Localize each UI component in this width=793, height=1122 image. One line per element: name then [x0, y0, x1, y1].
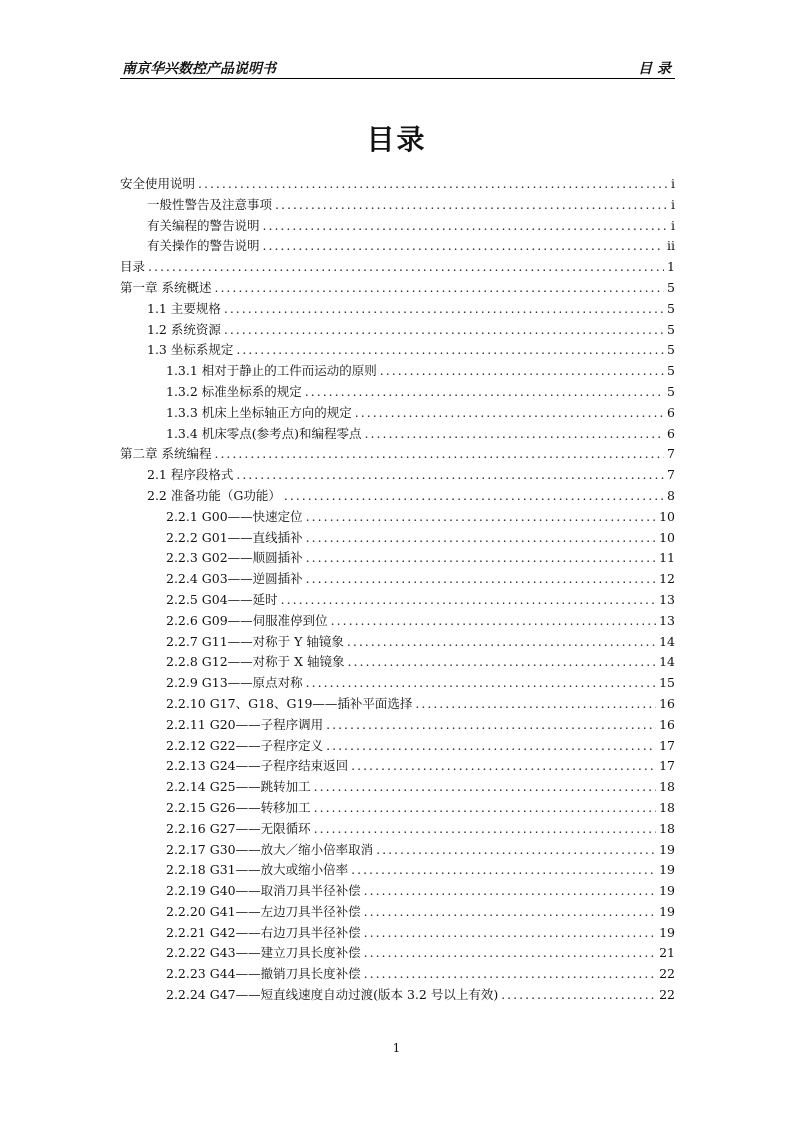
toc-entry-page: 19: [659, 841, 675, 857]
toc-entry[interactable]: [120, 257, 675, 278]
dot-leader: [376, 842, 656, 857]
toc-entry-label: 2.2 准备功能（G功能）: [147, 487, 281, 503]
dot-leader: [281, 592, 656, 607]
dot-leader: [198, 176, 668, 191]
toc-entry-page: 15: [659, 675, 675, 691]
dot-leader: [415, 696, 656, 711]
dot-leader: [305, 384, 664, 399]
dot-leader: [284, 488, 664, 503]
toc-entry-label: 2.2.10 G17、G18、G19——插补平面选择: [166, 695, 413, 711]
toc-entry-label: 2.2.12 G22——子程序定义: [166, 737, 324, 753]
dot-leader: [364, 945, 656, 960]
header-title: 南京华兴数控产品说明书: [122, 61, 276, 77]
dot-leader: [347, 634, 656, 649]
running-header: [120, 58, 675, 80]
toc-entry-page: 6: [667, 425, 675, 441]
dot-leader: [236, 467, 664, 482]
toc-entry-page: 5: [667, 383, 675, 399]
toc-entry[interactable]: [120, 632, 675, 653]
toc-entry-label: 2.2.1 G00——快速定位: [166, 508, 303, 524]
dot-leader: [364, 904, 656, 919]
toc-entry-page: 18: [659, 799, 675, 815]
toc-entry[interactable]: [120, 486, 675, 507]
toc-entry[interactable]: [120, 236, 675, 257]
toc-entry[interactable]: [120, 403, 675, 424]
toc-entry[interactable]: [120, 444, 675, 465]
toc-entry-page: 1: [667, 259, 675, 275]
header-section: 目 录: [638, 61, 671, 77]
dot-leader: [314, 821, 656, 836]
dot-leader: [351, 862, 656, 877]
toc-entry-page: 7: [667, 446, 675, 462]
toc-entry-label: 2.2.23 G44——撤销刀具长度补偿: [166, 966, 361, 982]
dot-leader: [263, 218, 668, 233]
toc-entry[interactable]: [120, 902, 675, 923]
toc-entry-page: 18: [659, 779, 675, 795]
dot-leader: [380, 363, 664, 378]
toc-entry-label: 有关编程的警告说明: [147, 217, 260, 233]
toc-entry-page: 13: [659, 612, 675, 628]
toc-entry-label: 一般性警告及注意事项: [147, 196, 273, 212]
toc-entry-label: 1.3.1 相对于静止的工件而运动的原则: [166, 363, 377, 379]
toc-entry-label: 2.2.2 G01——直线插补: [166, 529, 303, 545]
toc-entry[interactable]: [120, 985, 675, 1006]
toc-entry-label: 目录: [120, 259, 146, 275]
dot-leader: [314, 779, 656, 794]
toc-entry-page: 5: [667, 300, 675, 316]
toc-entry-page: 17: [659, 758, 675, 774]
toc-entry-label: 2.2.21 G42——右边刀具半径补偿: [166, 924, 361, 940]
toc-entry[interactable]: [120, 340, 675, 361]
toc-entry-page: 8: [667, 487, 675, 503]
dot-leader: [214, 280, 664, 295]
toc-entry[interactable]: [120, 528, 675, 549]
toc-entry[interactable]: [120, 756, 675, 777]
dot-leader: [306, 675, 656, 690]
dot-leader: [351, 758, 656, 773]
toc-entry[interactable]: [120, 382, 675, 403]
toc-entry[interactable]: [120, 424, 675, 445]
page-title: 目录: [366, 123, 427, 156]
toc-entry[interactable]: [120, 860, 675, 881]
toc-entry-label: 2.2.20 G41——左边刀具半径补偿: [166, 903, 361, 919]
toc-entry[interactable]: [120, 923, 675, 944]
toc-entry[interactable]: [120, 715, 675, 736]
toc-entry-page: 11: [659, 550, 675, 566]
toc-entry-label: 有关操作的警告说明: [147, 238, 260, 254]
toc-entry[interactable]: [120, 943, 675, 964]
toc-entry[interactable]: [120, 736, 675, 757]
dot-leader: [306, 509, 656, 524]
toc-entry-page: 12: [659, 571, 675, 587]
toc-entry[interactable]: [120, 964, 675, 985]
table-of-contents: [120, 174, 675, 1006]
toc-entry-page: 16: [659, 695, 675, 711]
toc-entry-label: 2.2.4 G03——逆圆插补: [166, 571, 303, 587]
toc-entry-label: 2.2.3 G02——顺圆插补: [166, 550, 303, 566]
toc-entry[interactable]: [120, 465, 675, 486]
dot-leader: [355, 405, 664, 420]
dot-leader: [148, 259, 664, 274]
dot-leader: [364, 883, 656, 898]
toc-entry-label: 安全使用说明: [120, 176, 196, 191]
dot-leader: [364, 966, 656, 981]
toc-entry-page: 5: [667, 321, 675, 337]
toc-entry-page: 14: [659, 654, 675, 670]
toc-entry-page: i: [671, 196, 675, 212]
toc-entry-page: 19: [659, 883, 675, 899]
dot-leader: [236, 342, 664, 357]
toc-entry[interactable]: [120, 611, 675, 632]
toc-entry-page: 19: [659, 862, 675, 878]
toc-entry-page: 22: [659, 987, 675, 1003]
toc-entry-label: 1.1 主要规格: [147, 300, 221, 316]
dot-leader: [365, 426, 665, 441]
toc-entry-label: 2.2.11 G20——子程序调用: [166, 716, 324, 732]
dot-leader: [326, 738, 656, 753]
toc-entry-label: 2.2.19 G40——取消刀具半径补偿: [166, 883, 361, 899]
toc-entry-page: 19: [659, 924, 675, 940]
dot-leader: [326, 717, 656, 732]
toc-entry-page: ii: [667, 238, 675, 254]
toc-entry-label: 1.3.2 标准坐标系的规定: [166, 383, 302, 399]
toc-entry-label: 2.2.24 G47——短直线速度自动过渡(版本 3.2 号以上有效): [166, 987, 499, 1003]
dot-leader: [331, 613, 656, 628]
toc-entry[interactable]: [120, 320, 675, 341]
toc-entry[interactable]: [120, 299, 675, 320]
toc-entry-label: 2.2.18 G31——放大或缩小倍率: [166, 862, 349, 878]
toc-entry-page: i: [671, 217, 675, 233]
toc-entry-label: 2.2.5 G04——延时: [166, 591, 278, 607]
toc-entry-page: 5: [667, 342, 675, 358]
toc-entry[interactable]: [120, 798, 675, 819]
toc-entry[interactable]: [120, 673, 675, 694]
dot-leader: [306, 571, 656, 586]
toc-entry[interactable]: [120, 278, 675, 299]
dot-leader: [275, 197, 668, 212]
page-number: 1: [392, 1041, 401, 1055]
toc-entry[interactable]: [120, 174, 675, 195]
toc-entry-label: 2.2.17 G30——放大／缩小倍率取消: [166, 841, 374, 857]
toc-entry[interactable]: [120, 590, 675, 611]
toc-entry[interactable]: [120, 777, 675, 798]
dot-leader: [224, 322, 664, 337]
toc-entry[interactable]: [120, 195, 675, 216]
toc-entry-page: 16: [659, 716, 675, 732]
toc-entry[interactable]: [120, 361, 675, 382]
toc-entry[interactable]: [120, 216, 675, 237]
toc-entry-page: 5: [667, 279, 675, 295]
toc-entry-page: 19: [659, 903, 675, 919]
toc-entry-label: 1.3 坐标系规定: [147, 342, 234, 358]
toc-entry-page: 18: [659, 820, 675, 836]
dot-leader: [214, 446, 664, 461]
dot-leader: [306, 530, 656, 545]
toc-entry-page: 22: [659, 966, 675, 982]
dot-leader: [224, 301, 664, 316]
toc-entry[interactable]: [120, 652, 675, 673]
toc-entry-page: 17: [659, 737, 675, 753]
toc-entry-page: 21: [659, 945, 675, 961]
toc-entry-label: 第二章 系统编程: [120, 446, 212, 462]
toc-entry-label: 2.1 程序段格式: [147, 467, 234, 483]
toc-entry[interactable]: [120, 694, 675, 715]
toc-entry-label: 2.2.15 G26——转移加工: [166, 799, 311, 815]
toc-entry[interactable]: [120, 548, 675, 569]
dot-leader: [263, 238, 664, 253]
toc-entry[interactable]: [120, 819, 675, 840]
toc-entry-label: 1.2 系统资源: [147, 321, 221, 337]
toc-entry-label: 第一章 系统概述: [120, 279, 212, 295]
header-divider: [120, 78, 675, 79]
toc-entry-label: 2.2.14 G25——跳转加工: [166, 779, 311, 795]
toc-entry-label: 2.2.7 G11——对称于 Y 轴镜象: [166, 633, 344, 649]
toc-entry[interactable]: [120, 507, 675, 528]
toc-entry-label: 2.2.8 G12——对称于 X 轴镜象: [166, 654, 345, 670]
toc-entry-page: 13: [659, 591, 675, 607]
toc-entry[interactable]: [120, 569, 675, 590]
toc-entry-page: 7: [667, 467, 675, 483]
toc-entry-page: 14: [659, 633, 675, 649]
dot-leader: [501, 987, 656, 1002]
toc-entry-label: 2.2.6 G09——伺服准停到位: [166, 612, 328, 628]
toc-entry-page: 10: [659, 529, 675, 545]
dot-leader: [364, 925, 656, 940]
toc-entry-label: 2.2.16 G27——无限循环: [166, 820, 311, 836]
toc-entry-page: i: [671, 176, 675, 191]
dot-leader: [314, 800, 656, 815]
toc-entry-page: 6: [667, 404, 675, 420]
toc-entry-page: 10: [659, 508, 675, 524]
toc-entry-label: 2.2.13 G24——子程序结束返回: [166, 758, 349, 774]
dot-leader: [306, 550, 656, 565]
dot-leader: [348, 654, 657, 669]
toc-entry-label: 1.3.3 机床上坐标轴正方向的规定: [166, 404, 352, 420]
toc-entry-label: 2.2.9 G13——原点对称: [166, 675, 303, 691]
toc-entry[interactable]: [120, 881, 675, 902]
toc-entry[interactable]: [120, 840, 675, 861]
toc-entry-label: 1.3.4 机床零点(参考点)和编程零点: [166, 425, 362, 441]
toc-entry-label: 2.2.22 G43——建立刀具长度补偿: [166, 945, 361, 961]
toc-entry-page: 5: [667, 363, 675, 379]
